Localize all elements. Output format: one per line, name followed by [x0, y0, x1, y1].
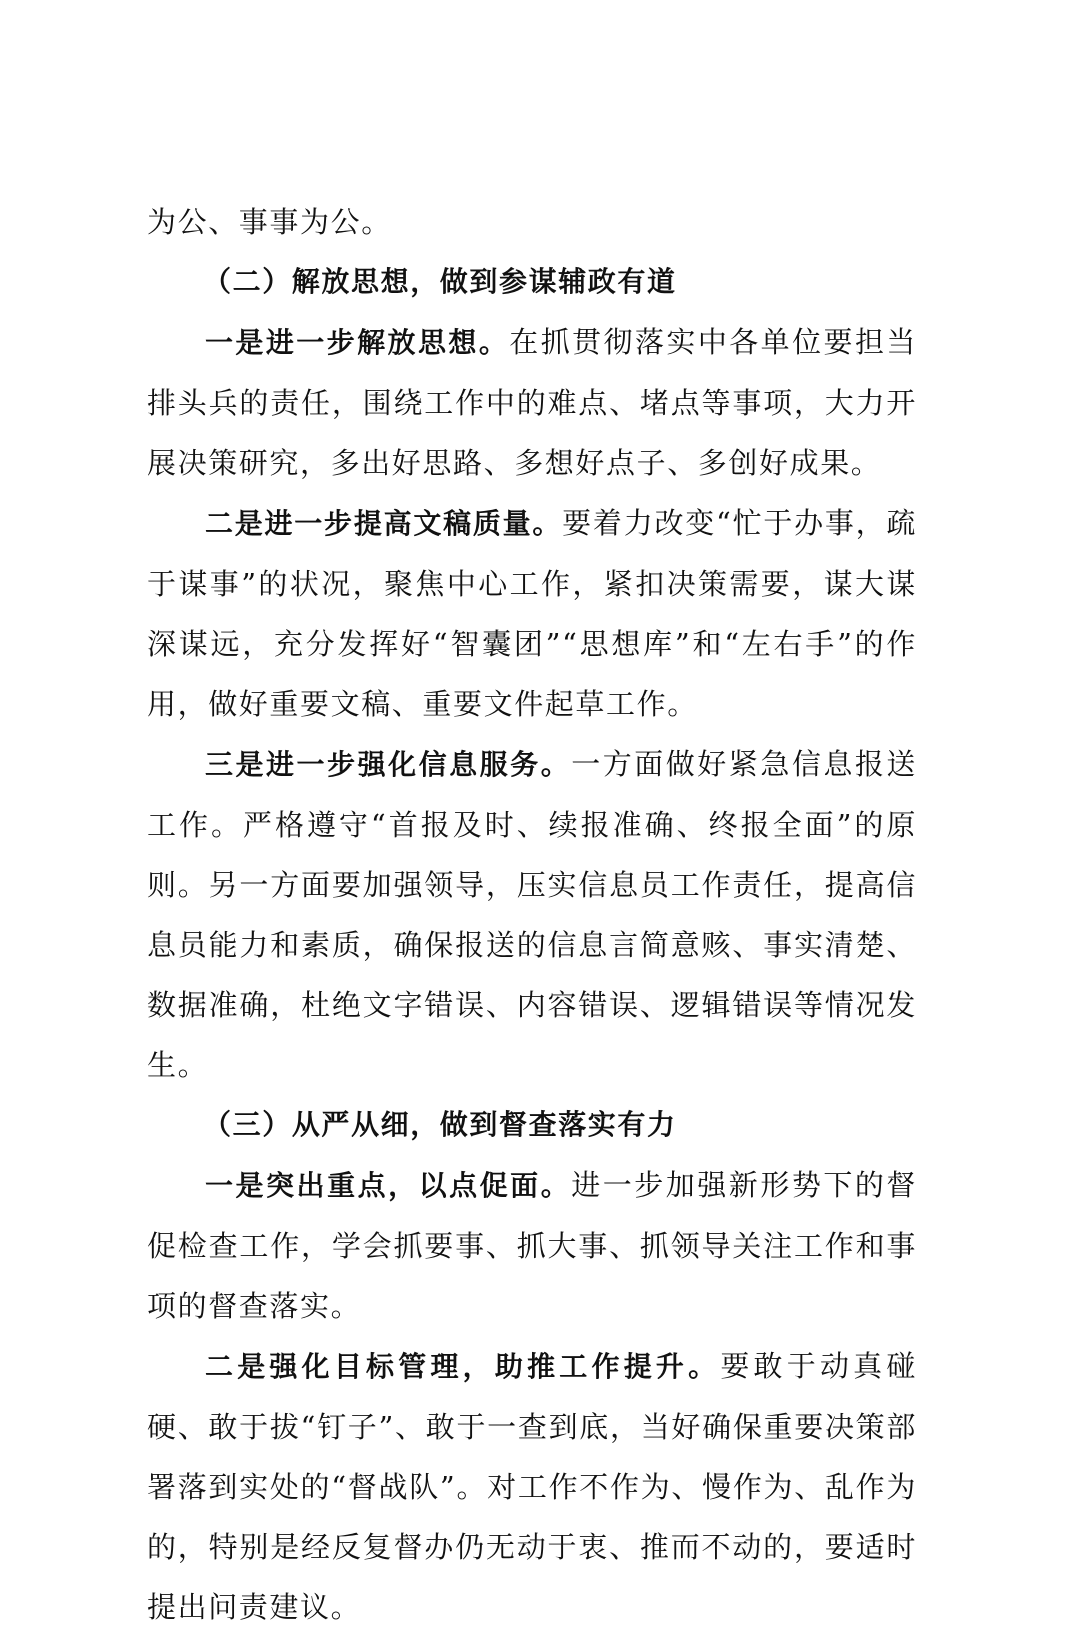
paragraph-text: 进一步加强新形势下的督促检查工作，学会抓要事、抓大事、抓领导关注工作和事项的督查落实。: [147, 1168, 917, 1323]
paragraph-text: 在抓贯彻落实中各单位要担当排头兵的责任，围绕工作中的难点、堵点等事项，大力开展决策研究，多出好思路、多想好点子、多创好成果。: [147, 325, 917, 480]
paragraph-lead: 一是进一步解放思想。: [205, 326, 510, 359]
paragraph-lead: 二是强化目标管理，助推工作提升。: [205, 1350, 721, 1383]
paragraph-item-3: [147, 734, 917, 1095]
paragraph-item-5: [147, 1336, 917, 1637]
paragraph-lead: 二是进一步提高文稿质量。: [205, 507, 563, 540]
paragraph-text: 要着力改变“忙于办事，疏于谋事”的状况，聚焦中心工作，紧扣决策需要，谋大谋深谋远，充分发挥好“智囊团”“思想库”和“左右手”的作用，做好重要文稿、重要文件起草工作。: [147, 506, 917, 721]
paragraph-continuation: [147, 192, 917, 252]
paragraph-text: 要敢于动真碰硬、敢于拔“钉子”、敢于一查到底，当好确保重要决策部署落到实处的“督战队”。对工作不作为、慢作为、乱作为的，特别是经反复督办仍无动于衷、推而不动的，要适时提出问责建议。: [147, 1349, 917, 1624]
paragraph-item-4: [147, 1155, 917, 1336]
paragraph-text: 为公、事事为公。: [147, 205, 392, 239]
section-heading-3: （三）从严从细，做到督查落实有力: [203, 1108, 677, 1141]
paragraph-lead: 一是突出重点，以点促面。: [205, 1169, 572, 1202]
paragraph-item-2: [147, 493, 917, 734]
document-body: [147, 192, 917, 1637]
section-heading-2: （二）解放思想，做到参谋辅政有道: [203, 265, 677, 298]
paragraph-lead: 三是进一步强化信息服务。: [205, 748, 572, 781]
paragraph-item-1: [147, 312, 917, 493]
paragraph-text: 一方面做好紧急信息报送工作。严格遵守“首报及时、续报准确、终报全面”的原则。另一方面要加强领导，压实信息员工作责任，提高信息员能力和素质，确保报送的信息言简意赅、事实清楚、数据准确，杜绝文字错误、内容错误、逻辑错误等情况发生。: [147, 747, 917, 1082]
